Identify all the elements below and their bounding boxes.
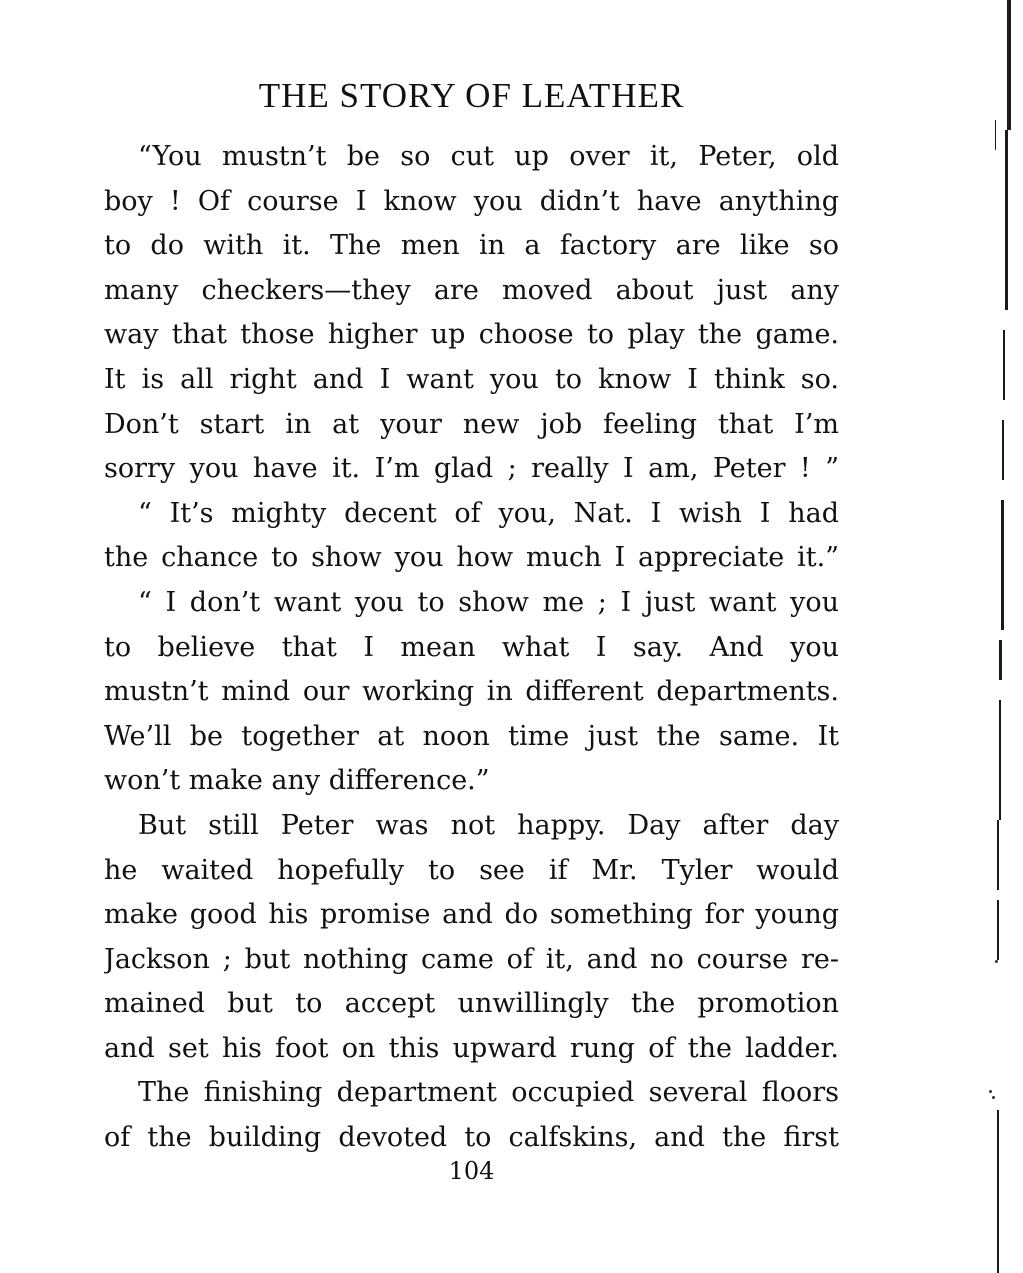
page-number: 104 xyxy=(448,1157,495,1185)
text-line: the chance to show you how much I appreciate it.” xyxy=(104,542,839,574)
text-line: “ I don’t want you to show me ; I just want you xyxy=(138,586,839,618)
text-line: “ It’s mighty decent of you, Nat. I wish I had xyxy=(138,497,839,529)
running-head: THE STORY OF LEATHER xyxy=(258,76,685,115)
text-line: The finishing department occupied several floors xyxy=(138,1077,839,1109)
text-line: But still Peter was not happy. Day after day xyxy=(138,809,839,841)
text-line: he waited hopefully to see if Mr. Tyler would xyxy=(104,854,839,886)
text-line: sorry you have it. I’m glad ; really I am, Peter ! ” xyxy=(104,453,839,485)
text-line: It is all right and I want you to know I think so. xyxy=(104,363,839,395)
text-line: Jackson ; but nothing came of it, and no course re- xyxy=(104,943,839,975)
text-line: mained but to accept unwillingly the promotion xyxy=(104,988,839,1020)
text-line: mustn’t mind our working in different departments. xyxy=(104,676,839,708)
text-line: many checkers—they are moved about just any xyxy=(104,274,839,306)
text-line: way that those higher up choose to play the game. xyxy=(104,319,839,351)
text-line: boy ! Of course I know you didn’t have anything xyxy=(104,185,839,217)
text-line: Don’t start in at your new job feeling that I’m xyxy=(104,408,839,440)
text-line: to do with it. The men in a factory are like so xyxy=(104,230,839,262)
text-line: and set his foot on this upward rung of the ladder. xyxy=(104,1032,839,1064)
text-line: We’ll be together at noon time just the same. It xyxy=(104,720,839,752)
text-line: make good his promise and do something for young xyxy=(104,899,839,931)
body-text xyxy=(104,135,839,1161)
text-line: of the building devoted to calfskins, and the first xyxy=(104,1122,839,1154)
text-line: “You mustn’t be so cut up over it, Peter, old xyxy=(138,141,839,172)
text-line: to believe that I mean what I say. And you xyxy=(104,631,839,663)
scanned-gutter-edge xyxy=(983,0,1023,1273)
text-line: won’t make any difference.” xyxy=(104,765,490,797)
